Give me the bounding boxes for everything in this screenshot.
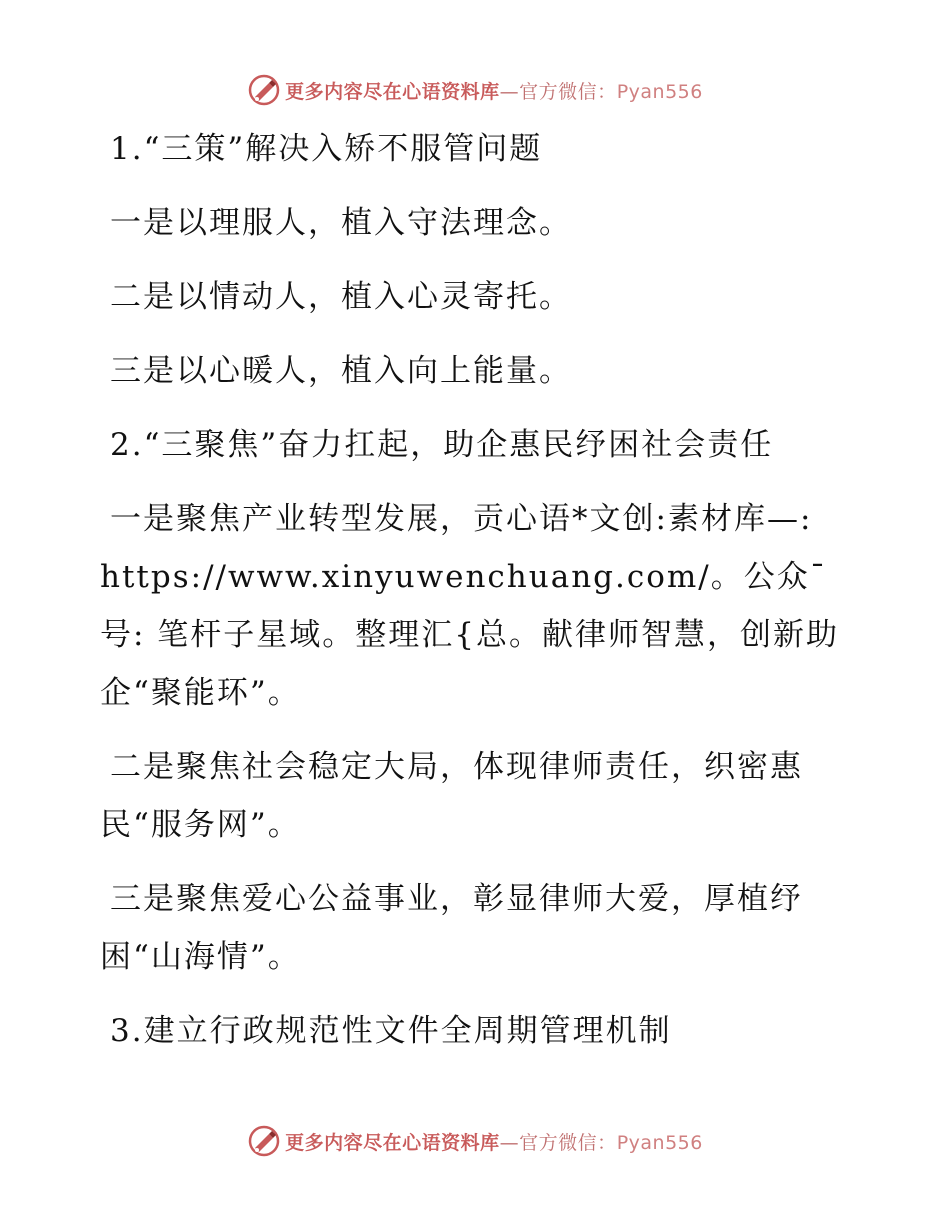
pen-logo-icon	[247, 1124, 281, 1158]
heading-3: 3.建立行政规范性文件全周期管理机制	[110, 1013, 672, 1049]
watermark-text: 更多内容尽在心语资料库—官方微信：Pyan556	[285, 1131, 703, 1154]
watermark-text: 更多内容尽在心语资料库—官方微信：Pyan556	[285, 80, 703, 103]
document-body	[100, 120, 840, 1076]
footer-watermark	[0, 1121, 950, 1161]
paragraph-item: 二是以情动人，植入心灵寄托。	[110, 279, 572, 315]
pen-logo-icon	[247, 73, 281, 107]
heading-1: 1.“三策”解决入矫不服管问题	[110, 131, 543, 167]
paragraph-item: 一是聚焦产业转型发展，贡心语*文创:素材库—: https://www.xinyuwenchuang.com/。公众¯号: 笔杆子星域。整理汇{总。献律师智慧，创新助企“聚能环”。	[100, 501, 840, 711]
heading-2: 2.“三聚焦”奋力扛起，助企惠民纾困社会责任	[110, 427, 774, 463]
paragraph-item: 二是聚焦社会稳定大局，体现律师责任，织密惠民“服务网”。	[100, 749, 803, 843]
paragraph-item: 三是聚焦爱心公益事业，彰显律师大爱，厚植纾困“山海情”。	[100, 881, 803, 975]
paragraph-item: 三是以心暖人，植入向上能量。	[110, 353, 572, 389]
header-watermark	[0, 70, 950, 110]
paragraph-item: 一是以理服人，植入守法理念。	[110, 205, 572, 241]
